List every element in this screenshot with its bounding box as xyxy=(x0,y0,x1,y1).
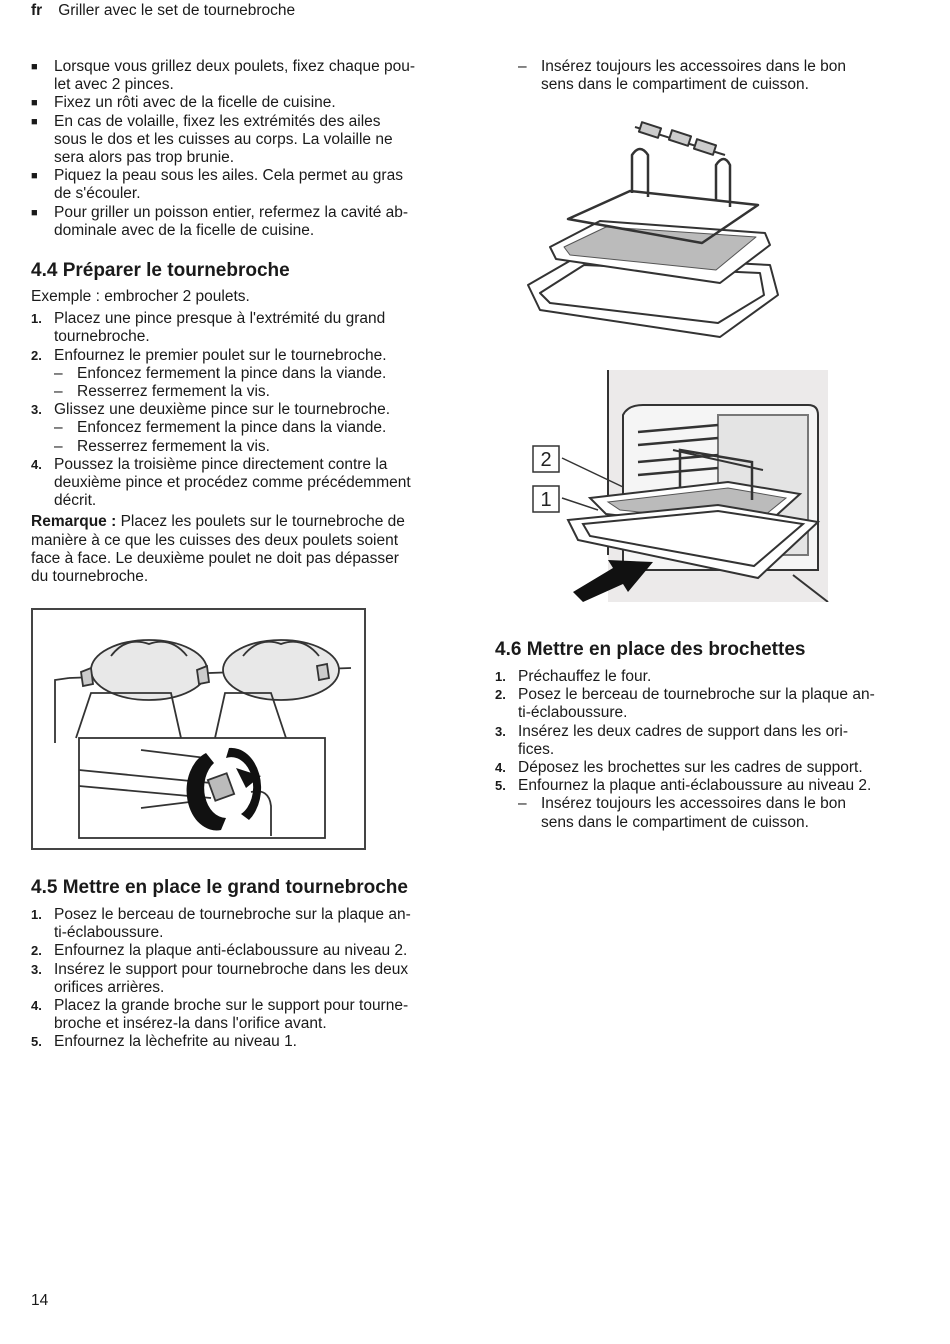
section-4-6 xyxy=(495,638,915,832)
section-4-4 xyxy=(31,259,451,586)
step: 3. Insérez les deux cadres de support dans les ori- fices. xyxy=(495,722,848,758)
sub-step: – Enfoncez fermement la pince dans la viande. xyxy=(54,364,387,382)
step: 2. Enfournez le premier poulet sur le tournebroche. xyxy=(31,346,387,364)
step: 4. Déposez les brochettes sur les cadres de support. xyxy=(495,759,863,777)
sub-step: – Resserrez fermement la vis. xyxy=(54,383,270,401)
step: 3. Insérez le support pour tournebroche dans les deux orifices arrières. xyxy=(31,960,409,996)
rotisserie-cradle-illustration xyxy=(520,115,785,345)
list-item: ■ Piquez la peau sous les ailes. Cela permet au gras de s'écouler. xyxy=(31,167,403,203)
step: 2. Enfournez la plaque anti-éclaboussure au niveau 2. xyxy=(31,942,408,960)
step: 2. Posez le berceau de tournebroche sur la plaque an- ti-éclaboussure. xyxy=(495,686,875,722)
example-text: Exemple : embrocher 2 poulets. xyxy=(31,288,250,305)
sub-step: – Resserrez fermement la vis. xyxy=(54,437,270,455)
page-header xyxy=(31,2,295,20)
section-heading: 4.4 Préparer le tournebroche xyxy=(31,260,290,281)
tips-list xyxy=(31,58,451,240)
section-4-5 xyxy=(31,876,451,1052)
list-item: ■ En cas de volaille, fixez les extrémités des ailes sous le dos et les cuisses au corps. La volaille ne sera alors pas trop brunie. xyxy=(31,112,393,167)
step: 1. Posez le berceau de tournebroche sur la plaque an- ti-éclaboussure. xyxy=(31,906,411,942)
step: 3. Glissez une deuxième pince sur le tournebroche. xyxy=(31,401,391,419)
header-title: Griller avec le set de tournebroche xyxy=(58,2,296,19)
step: 1. Placez une pince presque à l'extrémité du grand tournebroche. xyxy=(31,310,386,346)
step: 1. Préchauffez le four. xyxy=(495,668,652,685)
sub-step: – Insérez toujours les accessoires dans le bon sens dans le compartiment de cuisson. xyxy=(518,795,846,831)
section-heading: 4.6 Mettre en place des brochettes xyxy=(495,639,806,660)
list-item: ■ Lorsque vous grillez deux poulets, fixez chaque pou- let avec 2 pinces. xyxy=(31,58,416,94)
remark: Remarque : Placez les poulets sur le tournebroche de manière à ce que les cuisses des deux poulets soient face à face. Le deuxième poulet ne doit pas dépasser du tournebroche. xyxy=(31,513,405,586)
step: 5. Enfournez la lèchefrite au niveau 1. xyxy=(31,1033,297,1051)
page-number: 14 xyxy=(31,1292,49,1309)
step: 4. Poussez la troisième pince directement contre la deuxième pince et procédez comme précédemment décrit. xyxy=(31,455,411,510)
sub-step: – Enfoncez fermement la pince dans la viande. xyxy=(54,419,387,437)
step: 4. Placez la grande broche sur le support pour tourne- broche et insérez-la dans l'orifice avant. xyxy=(31,997,409,1033)
accessory-note: – Insérez toujours les accessoires dans le bon sens dans le compartiment de cuisson. xyxy=(518,58,846,94)
level-1-label: 1 xyxy=(540,489,552,511)
oven-levels-illustration xyxy=(528,370,833,602)
chickens-spit-illustration xyxy=(31,608,366,850)
step: 5. Enfournez la plaque anti-éclaboussure au niveau 2. xyxy=(495,777,872,795)
list-item: ■ Fixez un rôti avec de la ficelle de cuisine. xyxy=(31,94,336,112)
level-2-label: 2 xyxy=(540,449,552,471)
list-item: ■ Pour griller un poisson entier, refermez la cavité ab- dominale avec de la ficelle de cuisine. xyxy=(31,203,409,239)
language-code: fr xyxy=(31,2,43,19)
section-heading: 4.5 Mettre en place le grand tournebroche xyxy=(31,877,408,898)
